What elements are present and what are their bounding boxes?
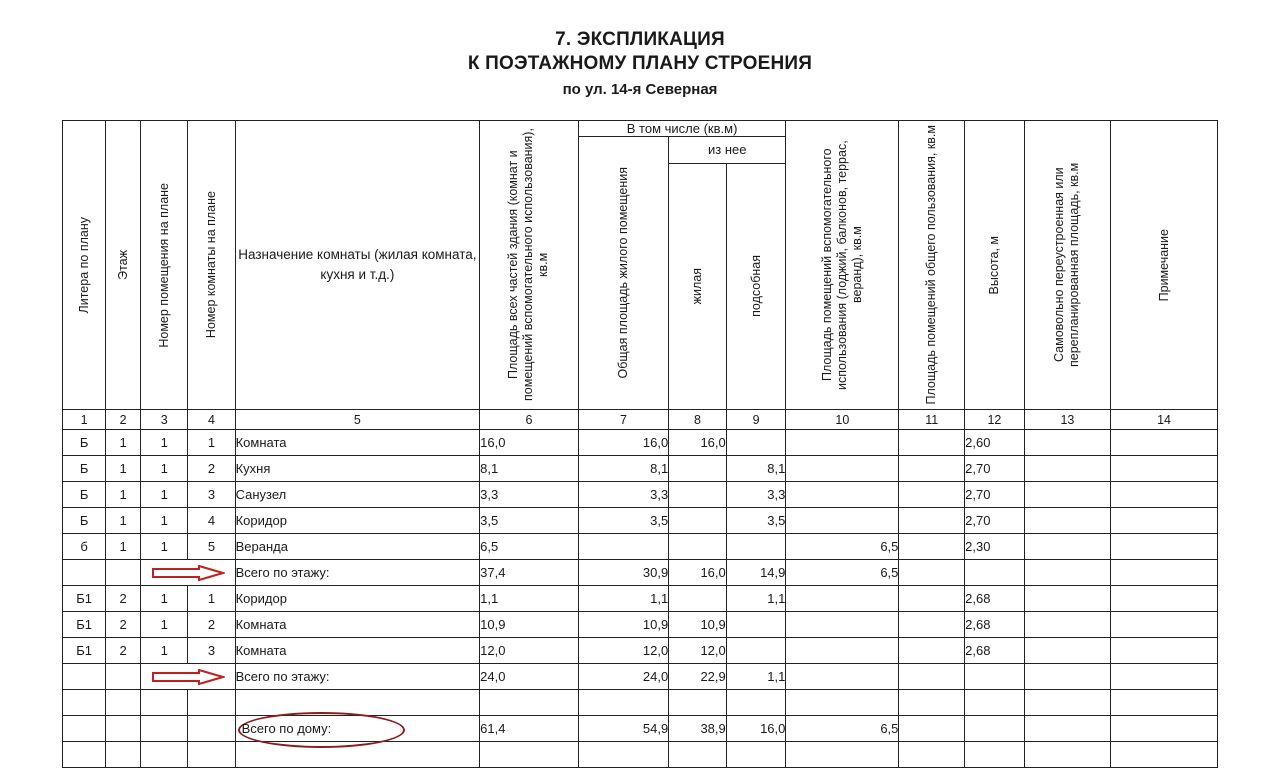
cell-total-living: 54,9 [578, 716, 668, 742]
cell-room-number-plan [141, 742, 188, 768]
header-floor-label: Этаж [115, 250, 130, 280]
cell-aux-use-area [786, 664, 899, 690]
header-of-which: из нее [669, 137, 786, 164]
cell-floor [106, 690, 141, 716]
cell-aux-use-area: 6,5 [786, 534, 899, 560]
colnum-11: 11 [899, 410, 965, 430]
cell-litera: Б1 [63, 612, 106, 638]
table-row [63, 430, 1218, 456]
cell-total-living: 30,9 [578, 560, 668, 586]
cell-unauthorized [1024, 586, 1110, 612]
cell-aux-use-area [786, 612, 899, 638]
cell-area-all-parts: 3,5 [480, 508, 579, 534]
cell-room-number-plan: 1 [141, 586, 188, 612]
cell-floor: 2 [106, 586, 141, 612]
cell-note [1111, 482, 1218, 508]
cell-auxiliary: 1,1 [726, 664, 786, 690]
cell-aux-use-area [786, 456, 899, 482]
cell-common-use-area [899, 664, 965, 690]
cell-room-no-plan: 3 [188, 482, 235, 508]
cell-common-use-area [899, 716, 965, 742]
cell-note [1111, 430, 1218, 456]
cell-height: 2,30 [965, 534, 1025, 560]
cell-area-all-parts: 12,0 [480, 638, 579, 664]
header-height [965, 121, 1025, 410]
cell-living: 38,9 [669, 716, 727, 742]
colnum-5: 5 [235, 410, 480, 430]
cell-living: 22,9 [669, 664, 727, 690]
cell-total-living: 3,3 [578, 482, 668, 508]
cell-room-number-plan: 1 [141, 508, 188, 534]
header-auxiliary-label: подсобная [748, 255, 763, 318]
cell-auxiliary: 16,0 [726, 716, 786, 742]
cell-common-use-area [899, 612, 965, 638]
cell-room-number-plan: 1 [141, 482, 188, 508]
header-area-all-parts-label: Площадь всех частей здания (комнат и помещений вспомогательного использования), кв.м [506, 128, 551, 402]
header-note [1111, 121, 1218, 410]
colnum-14: 14 [1111, 410, 1218, 430]
cell-floor [106, 664, 141, 690]
cell-room-no-plan [188, 716, 235, 742]
cell-auxiliary: 14,9 [726, 560, 786, 586]
cell-unauthorized [1024, 638, 1110, 664]
table-row [63, 482, 1218, 508]
header-room-number-plan-label: Номер помещения на плане [157, 182, 172, 348]
cell-purpose-total [235, 716, 480, 742]
cell-living [669, 482, 727, 508]
cell-area-all-parts: 24,0 [480, 664, 579, 690]
header-aux-use-area-label: Площадь помещений вспомогательного использования (лоджий, балконов, террас, веранд), кв.м [819, 140, 864, 390]
cell-room-number-plan [141, 716, 188, 742]
cell-unauthorized [1024, 508, 1110, 534]
cell-total-living [578, 690, 668, 716]
cell-auxiliary [726, 534, 786, 560]
colnum-10: 10 [786, 410, 899, 430]
cell-note [1111, 612, 1218, 638]
cell-room-no-plan: 1 [188, 586, 235, 612]
cell-common-use-area [899, 638, 965, 664]
cell-total-living: 16,0 [578, 430, 668, 456]
cell-purpose: Комната [235, 612, 480, 638]
cell-purpose: Веранда [235, 534, 480, 560]
cell-room-no-plan [188, 742, 235, 768]
cell-note [1111, 560, 1218, 586]
table-row [63, 612, 1218, 638]
cell-litera [63, 742, 106, 768]
header-row-main [63, 121, 1218, 137]
cell-purpose: Коридор [235, 586, 480, 612]
table-row-empty [63, 742, 1218, 768]
cell-purpose: Всего по этажу: [235, 664, 480, 690]
document-title-block [0, 0, 1280, 98]
cell-litera: Б [63, 508, 106, 534]
cell-aux-use-area [786, 586, 899, 612]
header-unauthorized-label: Самовольно переустроенная или перепланированная площадь, кв.м [1052, 162, 1082, 368]
explication-table [62, 120, 1218, 768]
cell-total-living [578, 742, 668, 768]
header-unauthorized [1024, 121, 1110, 410]
cell-auxiliary: 8,1 [726, 456, 786, 482]
cell-aux-use-area [786, 430, 899, 456]
cell-room-no-plan: 4 [188, 508, 235, 534]
table-row [63, 508, 1218, 534]
table-row-empty [63, 690, 1218, 716]
cell-living: 12,0 [669, 638, 727, 664]
cell-floor: 2 [106, 638, 141, 664]
cell-total-living: 8,1 [578, 456, 668, 482]
annotation-arrow-floor-2 [141, 664, 236, 690]
cell-unauthorized [1024, 534, 1110, 560]
colnum-12: 12 [965, 410, 1025, 430]
cell-area-all-parts: 1,1 [480, 586, 579, 612]
cell-height: 2,68 [965, 612, 1025, 638]
cell-purpose [235, 690, 480, 716]
cell-unauthorized [1024, 560, 1110, 586]
cell-common-use-area [899, 482, 965, 508]
cell-living: 10,9 [669, 612, 727, 638]
header-floor [106, 121, 141, 410]
cell-purpose: Кухня [235, 456, 480, 482]
cell-litera [63, 690, 106, 716]
cell-area-all-parts: 16,0 [480, 430, 579, 456]
cell-floor [106, 716, 141, 742]
cell-room-number-plan: 1 [141, 612, 188, 638]
cell-room-no-plan: 2 [188, 612, 235, 638]
cell-common-use-area [899, 560, 965, 586]
cell-unauthorized [1024, 664, 1110, 690]
colnum-6: 6 [480, 410, 579, 430]
cell-floor [106, 742, 141, 768]
cell-litera: Б1 [63, 638, 106, 664]
cell-litera [63, 716, 106, 742]
cell-living [669, 456, 727, 482]
colnum-2: 2 [106, 410, 141, 430]
cell-room-number-plan: 1 [141, 430, 188, 456]
cell-unauthorized [1024, 430, 1110, 456]
cell-height: 2,60 [965, 430, 1025, 456]
column-number-row [63, 410, 1218, 430]
header-purpose: Назначение комнаты (жилая комната, кухня и т.д.) [235, 121, 480, 410]
cell-purpose: Комната [235, 638, 480, 664]
header-common-use-area [899, 121, 965, 410]
header-room-no-plan-label: Номер комнаты на плане [204, 191, 219, 339]
cell-note [1111, 456, 1218, 482]
cell-note [1111, 716, 1218, 742]
header-litera [63, 121, 106, 410]
header-including: В том числе (кв.м) [578, 121, 786, 137]
table-row [63, 586, 1218, 612]
cell-aux-use-area [786, 508, 899, 534]
cell-living: 16,0 [669, 430, 727, 456]
cell-total-living: 1,1 [578, 586, 668, 612]
cell-room-no-plan: 2 [188, 456, 235, 482]
cell-area-all-parts: 3,3 [480, 482, 579, 508]
cell-litera: Б1 [63, 586, 106, 612]
cell-living [669, 508, 727, 534]
cell-total-living [578, 534, 668, 560]
cell-note [1111, 690, 1218, 716]
cell-total-living: 24,0 [578, 664, 668, 690]
cell-height [965, 690, 1025, 716]
cell-purpose: Санузел [235, 482, 480, 508]
page-subtitle: по ул. 14-я Северная [562, 80, 718, 98]
table-row-subtotal [63, 664, 1218, 690]
cell-common-use-area [899, 534, 965, 560]
cell-common-use-area [899, 456, 965, 482]
cell-living [669, 742, 727, 768]
cell-height [965, 560, 1025, 586]
header-auxiliary [726, 163, 786, 409]
arrow-icon [151, 669, 225, 685]
cell-aux-use-area [786, 482, 899, 508]
cell-unauthorized [1024, 612, 1110, 638]
cell-note [1111, 508, 1218, 534]
cell-area-all-parts: 8,1 [480, 456, 579, 482]
cell-living: 16,0 [669, 560, 727, 586]
table-body [63, 430, 1218, 768]
arrow-icon [151, 565, 225, 581]
cell-purpose: Комната [235, 430, 480, 456]
cell-aux-use-area [786, 638, 899, 664]
colnum-7: 7 [578, 410, 668, 430]
cell-floor: 1 [106, 456, 141, 482]
cell-aux-use-area [786, 742, 899, 768]
colnum-4: 4 [188, 410, 235, 430]
cell-area-all-parts: 10,9 [480, 612, 579, 638]
cell-area-all-parts [480, 690, 579, 716]
cell-floor: 1 [106, 430, 141, 456]
cell-purpose [235, 742, 480, 768]
cell-room-no-plan [188, 690, 235, 716]
cell-room-number-plan: 1 [141, 638, 188, 664]
table-row [63, 534, 1218, 560]
header-living-label: жилая [690, 268, 705, 305]
colnum-9: 9 [726, 410, 786, 430]
cell-aux-use-area [786, 690, 899, 716]
page-title-line-2: К ПОЭТАЖНОМУ ПЛАНУ СТРОЕНИЯ [467, 53, 813, 75]
cell-total-living: 12,0 [578, 638, 668, 664]
cell-purpose: Коридор [235, 508, 480, 534]
header-litera-label: Литера по плану [76, 216, 91, 314]
cell-height [965, 664, 1025, 690]
colnum-3: 3 [141, 410, 188, 430]
cell-area-all-parts: 61,4 [480, 716, 579, 742]
cell-living [669, 534, 727, 560]
cell-auxiliary: 3,3 [726, 482, 786, 508]
cell-note [1111, 586, 1218, 612]
cell-floor: 2 [106, 612, 141, 638]
cell-height: 2,70 [965, 456, 1025, 482]
table-row [63, 638, 1218, 664]
cell-unauthorized [1024, 742, 1110, 768]
cell-height [965, 742, 1025, 768]
header-total-living [578, 137, 668, 410]
header-total-living-label: Общая площадь жилого помещения [616, 167, 630, 379]
cell-litera: Б [63, 430, 106, 456]
cell-floor: 1 [106, 482, 141, 508]
header-height-label: Высота, м [987, 235, 1002, 295]
cell-purpose: Всего по дому: [241, 721, 332, 736]
cell-litera: Б [63, 456, 106, 482]
cell-auxiliary: 3,5 [726, 508, 786, 534]
cell-note [1111, 638, 1218, 664]
cell-living [669, 586, 727, 612]
cell-litera [63, 560, 106, 586]
cell-area-all-parts: 37,4 [480, 560, 579, 586]
table-header [63, 121, 1218, 430]
cell-litera: Б [63, 482, 106, 508]
cell-auxiliary: 1,1 [726, 586, 786, 612]
cell-total-living: 3,5 [578, 508, 668, 534]
header-aux-use-area [786, 121, 899, 410]
cell-room-no-plan: 5 [188, 534, 235, 560]
cell-aux-use-area: 6,5 [786, 716, 899, 742]
header-note-label: Примечание [1156, 228, 1171, 302]
cell-aux-use-area: 6,5 [786, 560, 899, 586]
cell-area-all-parts [480, 742, 579, 768]
cell-note [1111, 742, 1218, 768]
colnum-1: 1 [63, 410, 106, 430]
cell-room-no-plan: 1 [188, 430, 235, 456]
colnum-13: 13 [1024, 410, 1110, 430]
cell-unauthorized [1024, 716, 1110, 742]
colnum-8: 8 [669, 410, 727, 430]
cell-common-use-area [899, 690, 965, 716]
cell-height: 2,68 [965, 638, 1025, 664]
cell-height [965, 716, 1025, 742]
cell-auxiliary [726, 638, 786, 664]
header-room-no-plan [188, 121, 235, 410]
cell-purpose: Всего по этажу: [235, 560, 480, 586]
cell-common-use-area [899, 586, 965, 612]
cell-room-number-plan [141, 690, 188, 716]
page-title-line-1: 7. ЭКСПЛИКАЦИЯ [555, 29, 725, 50]
cell-height: 2,68 [965, 586, 1025, 612]
header-common-use-area-label: Площадь помещений общего пользования, кв.м [924, 125, 939, 405]
cell-unauthorized [1024, 482, 1110, 508]
annotation-arrow-floor-1 [141, 560, 236, 586]
cell-auxiliary [726, 690, 786, 716]
cell-common-use-area [899, 430, 965, 456]
cell-note [1111, 664, 1218, 690]
cell-height: 2,70 [965, 482, 1025, 508]
cell-common-use-area [899, 508, 965, 534]
table-row-subtotal [63, 560, 1218, 586]
cell-total-living: 10,9 [578, 612, 668, 638]
header-area-all-parts [480, 121, 579, 410]
cell-common-use-area [899, 742, 965, 768]
cell-auxiliary [726, 742, 786, 768]
cell-auxiliary [726, 612, 786, 638]
cell-unauthorized [1024, 690, 1110, 716]
cell-auxiliary [726, 430, 786, 456]
cell-room-number-plan: 1 [141, 534, 188, 560]
header-living [669, 163, 727, 409]
cell-room-number-plan: 1 [141, 456, 188, 482]
header-room-number-plan [141, 121, 188, 410]
table-row-total [63, 716, 1218, 742]
cell-living [669, 690, 727, 716]
cell-litera: б [63, 534, 106, 560]
cell-floor: 1 [106, 508, 141, 534]
table-row [63, 456, 1218, 482]
cell-floor [106, 560, 141, 586]
cell-area-all-parts: 6,5 [480, 534, 579, 560]
cell-height: 2,70 [965, 508, 1025, 534]
cell-unauthorized [1024, 456, 1110, 482]
cell-room-no-plan: 3 [188, 638, 235, 664]
cell-floor: 1 [106, 534, 141, 560]
cell-litera [63, 664, 106, 690]
cell-note [1111, 534, 1218, 560]
